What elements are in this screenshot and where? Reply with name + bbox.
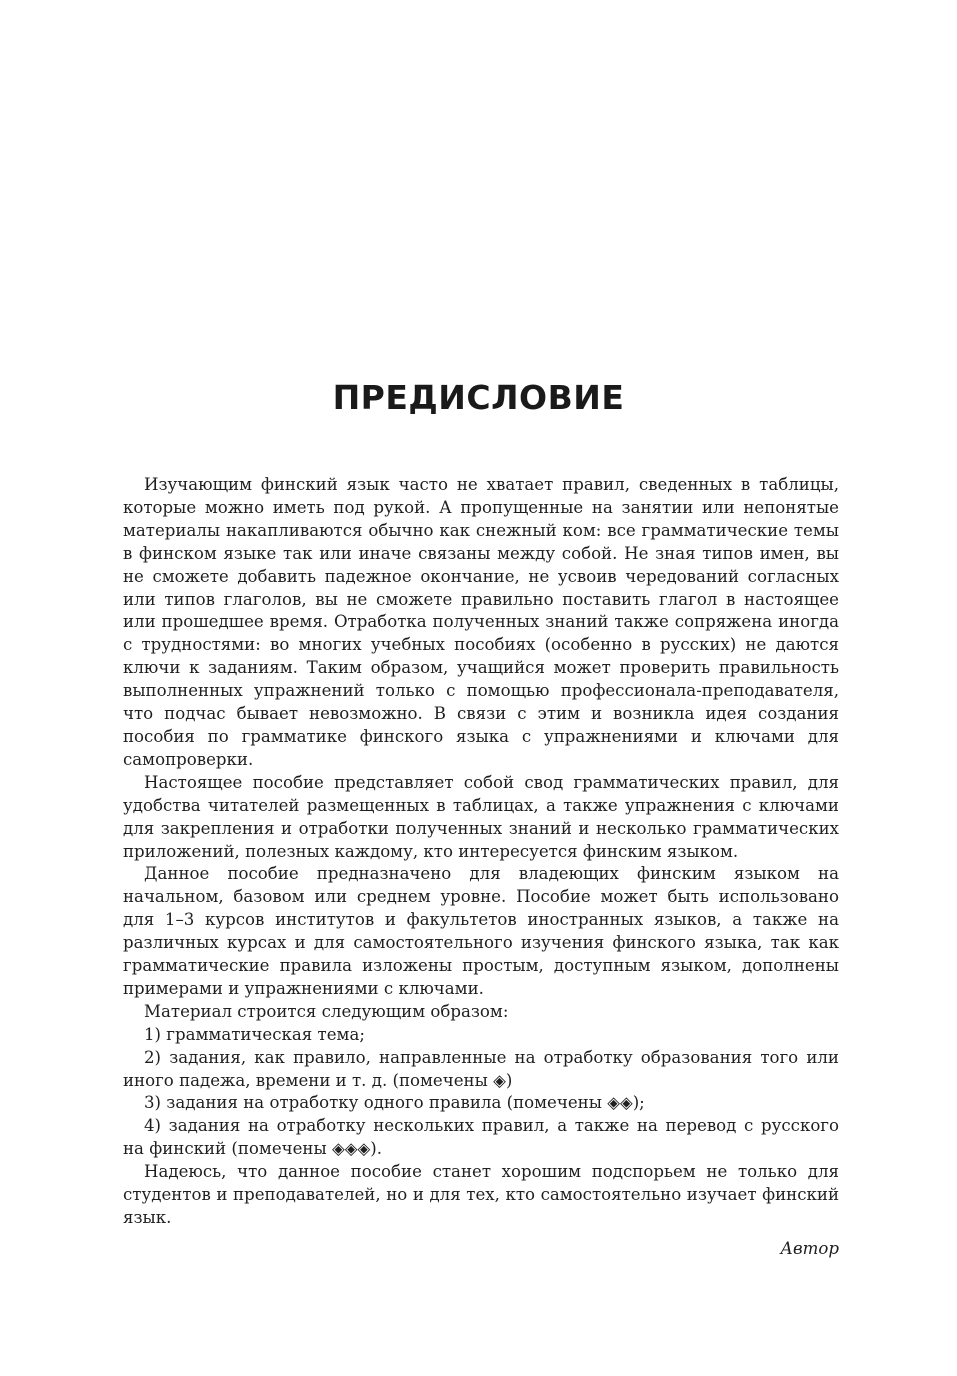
paragraph-structure-intro: Материал строится следующим образом: <box>144 1001 509 1021</box>
list-item-4: 4) задания на отработку нескольких правил, а также на перевод с русского на финский (помечены ◈◈◈). <box>123 1116 839 1159</box>
list-item-2: 2) задания, как правило, направленные на отработку образования того или иного падежа, времени и т. д. (помечены ◈) <box>123 1047 839 1090</box>
preface-body <box>123 474 839 1230</box>
paragraph-intro: Изучающим финский язык часто не хватает правил, сведенных в таблицы, которые можно иметь под рукой. А пропущенные на занятии или непонятые материалы накапливаются обычно как снежный ком: все грамматические темы в финском языке так или иначе связаны между собой. Не зная типов имен, вы не сможете добавить падежное окончание, не усвоив чередований согласных или типов глаголов, вы не сможете правильно поставить глагол в настоящее или прошедшее время. Отработка полученных знаний также сопряжена иногда с трудностями: во многих учебных пособиях (особенно в русских) не даются ключи к заданиям. Таким образом, учащийся может проверить правильность выполненных упражнений только с помощью профессионала-преподавателя, что подчас бывает невозможно. В связи с этим и возникла идея создания пособия по грамматике финского языка с упражнениями и ключами для самопроверки. <box>123 475 839 769</box>
author-signature: Автор <box>780 1239 839 1258</box>
list-item-3: 3) задания на отработку одного правила (помечены ◈◈); <box>144 1093 645 1113</box>
list-item-1: 1) грамматическая тема; <box>144 1024 365 1044</box>
paragraph-audience: Данное пособие предназначено для владеющих финским языком на начальном, базовом или среднем уровне. Пособие может быть использовано для 1–3 курсов институтов и факультетов иностранных языков, а также на различных курсах и для самостоятельного изучения финского языка, так как грамматические правила изложены простым, доступным языком, дополнены примерами и упражнениями с ключами. <box>123 864 839 998</box>
paragraph-contents: Настоящее пособие представляет собой свод грамматических правил, для удобства читателей размещенных в таблицах, а также упражнения с ключами для закрепления и отработки полученных знаний и несколько грамматических приложений, полезных каждому, кто интересуется финским языком. <box>123 772 839 861</box>
page-title: ПРЕДИСЛОВИЕ <box>332 378 625 417</box>
paragraph-closing: Надеюсь, что данное пособие станет хорошим подспорьем не только для студентов и преподавателей, но и для тех, кто самостоятельно изучает финский язык. <box>123 1162 839 1227</box>
